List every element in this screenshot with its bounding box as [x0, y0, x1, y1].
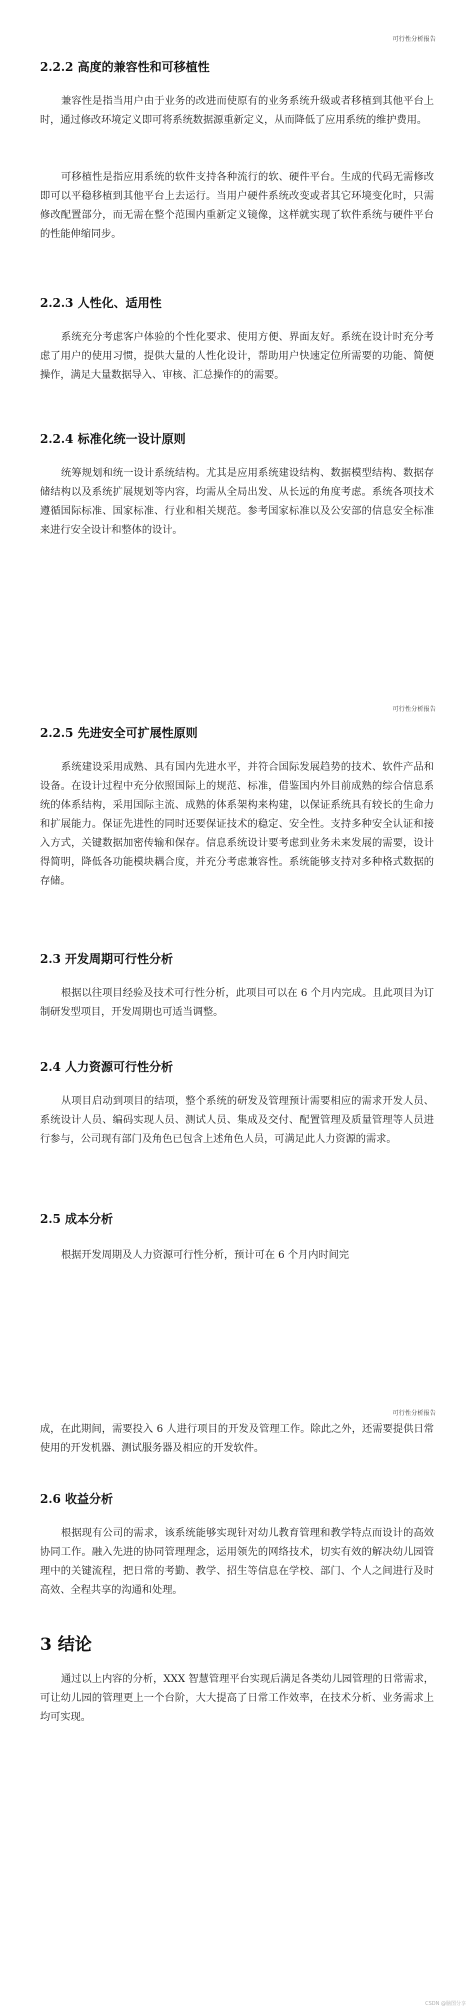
section-2-2-5-paragraph-1: 系统建设采用成熟、具有国内先进水平，并符合国际发展趋势的技术、软件产品和设备。在设计过程中充分依照国际上的规范、标准，借鉴国内外目前成熟的综合信息系统的体系结构，采用国际主流、成熟的体系架构来构建，以保证系统具有较长的生命力和扩展能力。保证先进性的同时还要保证技术的稳定、安全性。支持多种安全认证和接入方式，关键数据加密传输和保存。信息系统设计要考虑到业务未来发展的需要，设计得简明，降低各功能模块耦合度，并充分考虑兼容性。系统能够支持对多种格式数据的存储。: [40, 762, 434, 887]
section-2-2-2-paragraph-1: 兼容性是指当用户由于业务的改进而使原有的业务系统升级或者移植到其他平台上时，通过修改环境定义即可将系统数据源重新定义，从而降低了应用系统的维护费用。: [40, 96, 434, 126]
section-3-paragraph-1: 通过以上内容的分析，XXX 智慧管理平台实现后满足各类幼儿园管理的日常需求，可让幼儿园的管理更上一个台阶，大大提高了日常工作效率，在技术分析、业务需求上均可实现。: [40, 1674, 434, 1723]
watermark: CSDN @脑图分享: [425, 2001, 466, 2007]
section-2-5-paragraph-1-continued: 成，在此期间，需要投入 6 人进行项目的开发及管理工作。除此之外，还需要提供日常使用的开发机器、测试服务器及相应的开发软件。: [40, 1424, 434, 1454]
document-page-1: [0, 0, 474, 690]
running-header: 可行性分析报告: [392, 1410, 436, 1417]
section-2-6-paragraph-1: 根据现有公司的需求，该系统能够实现针对幼儿教育管理和教学特点而设计的高效协同工作。融入先进的协同管理理念，运用领先的网络技术，切实有效的解决幼儿园管理中的关键流程，把日常的考勤、教学、招生等信息在学校、部门、个人之间进行及时高效、全程共享的沟通和处理。: [40, 1528, 434, 1596]
running-header: 可行性分析报告: [392, 706, 436, 713]
section-2-2-5-heading: 2.2.5 先进安全可扩展性原则: [40, 726, 198, 740]
section-2-2-4-heading: 2.2.4 标准化统一设计原则: [40, 432, 186, 446]
section-2-2-4-paragraph-1: 统筹规划和统一设计系统结构。尤其是应用系统建设结构、数据模型结构、数据存储结构以及系统扩展规划等内容，均需从全局出发、从长远的角度考虑。系统各项技术遵循国际标准、国家标准、行业和相关规范。参考国家标准以及公安部的信息安全标准来进行安全设计和整体的设计。: [40, 468, 434, 536]
document-page-3: [0, 1390, 474, 2011]
section-2-5-paragraph-1: 根据开发周期及人力资源可行性分析，预计可在 6 个月内时间完: [61, 1250, 350, 1261]
section-2-3-paragraph-1: 根据以往项目经验及技术可行性分析，此项目可以在 6 个月内完成。且此项目为订制研发型项目，开发周期也可适当调整。: [40, 988, 434, 1018]
section-2-2-2-paragraph-2: 可移植性是指应用系统的软件支持各种流行的软、硬件平台。生成的代码无需修改即可以平稳移植到其他平台上去运行。当用户硬件系统改变或者其它环境变化时，只需修改配置部分，而无需在整个范围内重新定义镜像，这样就实现了软件系统与硬件平台的性能伸缩同步。: [40, 172, 434, 240]
section-2-4-heading: 2.4 人力资源可行性分析: [40, 1060, 174, 1074]
section-2-4-paragraph-1: 从项目启动到项目的结项，整个系统的研发及管理预计需要相应的需求开发人员、系统设计人员、编码实现人员、测试人员、集成及交付、配置管理及质量管理等人员进行参与，公司现有部门及角色已包含上述角色人员，可满足此人力资源的需求。: [40, 1096, 434, 1145]
section-2-3-heading: 2.3 开发周期可行性分析: [40, 952, 174, 966]
running-header: 可行性分析报告: [392, 36, 436, 43]
section-2-2-2-heading: 2.2.2 高度的兼容性和可移植性: [40, 60, 210, 74]
section-2-2-3-paragraph-1: 系统充分考虑客户体验的个性化要求、使用方便、界面友好。系统在设计时充分考虑了用户的使用习惯，提供大量的人性化设计，帮助用户快速定位所需要的功能、简便操作，满足大量数据导入、审核、汇总操作的的需要。: [40, 332, 434, 381]
section-2-5-heading: 2.5 成本分析: [40, 1212, 114, 1226]
document-page-2: [0, 690, 474, 1390]
section-3-heading: 3 结论: [40, 1635, 92, 1655]
section-2-2-3-heading: 2.2.3 人性化、适用性: [40, 296, 162, 310]
section-2-6-heading: 2.6 收益分析: [40, 1492, 114, 1506]
